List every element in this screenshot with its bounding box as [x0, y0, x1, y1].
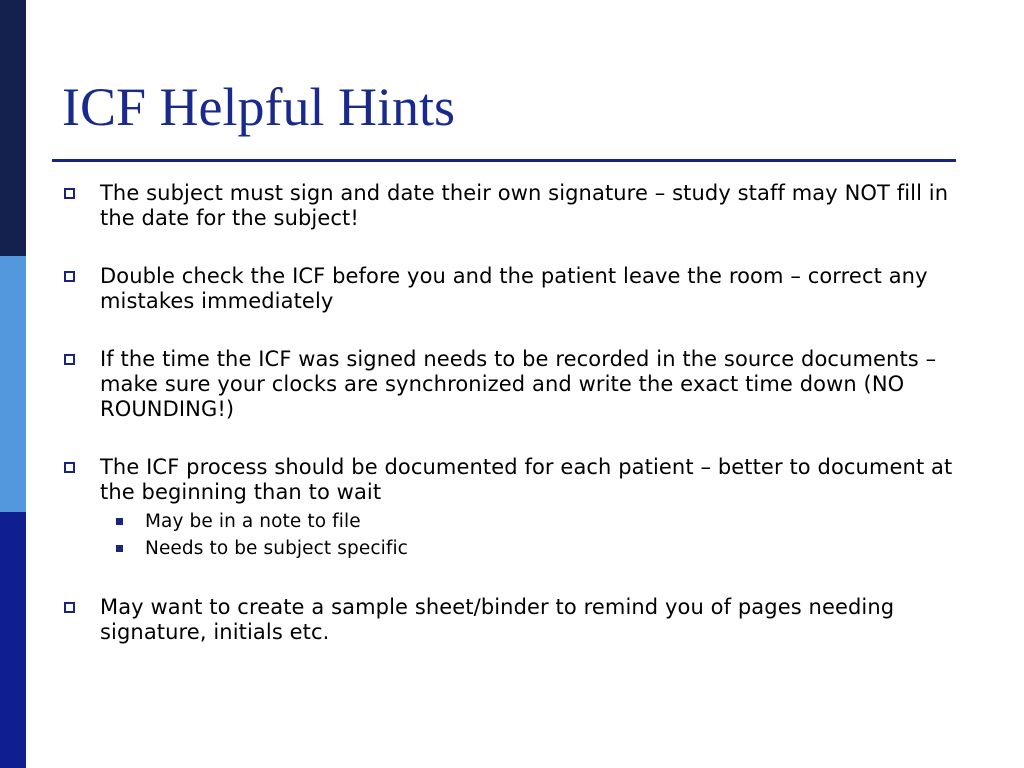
bullet-item [62, 347, 972, 422]
bullet-text: Double check the ICF before you and the patient leave the room – correct any mistakes immediately [100, 264, 928, 313]
sub-bullet-text: Needs to be subject specific [145, 538, 408, 559]
hollow-square-bullet-icon [64, 354, 75, 365]
filled-square-bullet-icon [116, 545, 123, 552]
sub-bullet-list [100, 508, 972, 562]
title-underline [52, 159, 956, 162]
side-accent-bar-blue [0, 512, 26, 768]
side-accent-bar-light [0, 256, 26, 512]
bullet-text: The ICF process should be documented for each patient – better to document at the beginning than to wait [100, 455, 953, 504]
bullet-item [62, 264, 972, 314]
sub-bullet-item [100, 535, 972, 562]
hollow-square-bullet-icon [64, 271, 75, 282]
side-accent-bar-dark [0, 0, 26, 256]
sub-bullet-item [100, 508, 972, 535]
sub-bullet-text: May be in a note to file [145, 511, 361, 532]
hollow-square-bullet-icon [64, 602, 75, 613]
bullet-text: May want to create a sample sheet/binder to remind you of pages needing signature, initials etc. [100, 595, 895, 644]
filled-square-bullet-icon [116, 518, 123, 525]
hollow-square-bullet-icon [64, 188, 75, 199]
bullet-item [62, 595, 972, 645]
bullet-text: If the time the ICF was signed needs to be recorded in the source documents – make sure your clocks are synchronized and write the exact time down (NO ROUNDING!) [100, 347, 937, 421]
bullet-item [62, 181, 972, 231]
bullet-text: The subject must sign and date their own signature – study staff may NOT fill in the date for the subject! [100, 181, 949, 230]
bullet-item [62, 455, 972, 562]
slide-title: ICF Helpful Hints [62, 77, 456, 137]
hollow-square-bullet-icon [64, 462, 75, 473]
bullet-list [62, 181, 972, 678]
